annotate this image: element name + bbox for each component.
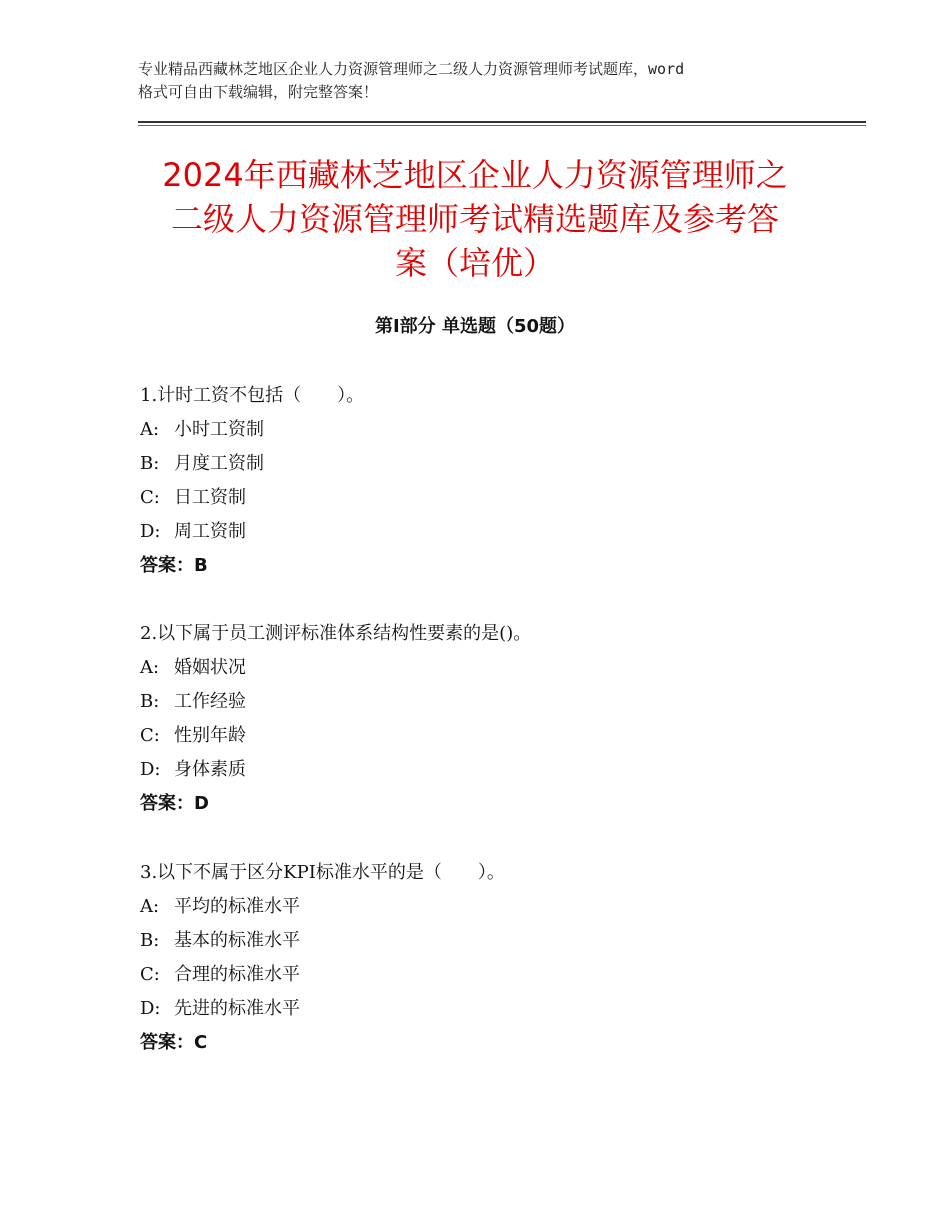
option-text: 周工资制 [174, 521, 246, 542]
option-text: 日工资制 [174, 487, 246, 508]
option-key: B: [140, 930, 160, 951]
option-key: D: [140, 998, 161, 1019]
answer-option [140, 515, 840, 549]
correct-answer: 答案：D [140, 793, 209, 814]
answer-option [140, 958, 840, 992]
question-stem: 1.计时工资不包括（ ）。 [140, 385, 365, 406]
answer-option [140, 992, 840, 1026]
option-text: 基本的标准水平 [174, 930, 300, 951]
header-note-line: 专业精品西藏林芝地区企业人力资源管理师之二级人力资源管理师考试题库，word [138, 60, 685, 78]
option-key: C: [140, 964, 160, 985]
option-text: 小时工资制 [174, 419, 264, 440]
answer-option [140, 447, 840, 481]
answer-option [140, 481, 840, 515]
option-key: B: [140, 453, 160, 474]
option-key: C: [140, 725, 160, 746]
correct-answer: 答案：C [140, 1032, 208, 1053]
option-text: 婚姻状况 [174, 657, 246, 678]
header-note [138, 58, 828, 104]
answer-option [140, 685, 840, 719]
option-text: 合理的标准水平 [174, 964, 300, 985]
option-text: 月度工资制 [174, 453, 264, 474]
option-key: D: [140, 521, 161, 542]
question-item [140, 856, 840, 1060]
question-item [140, 379, 840, 583]
header-note-line: 格式可自由下载编辑，附完整答案！ [138, 83, 379, 101]
answer-option [140, 890, 840, 924]
option-text: 平均的标准水平 [174, 896, 300, 917]
document-title-line: 2024年西藏林芝地区企业人力资源管理师之 [162, 156, 788, 194]
option-key: C: [140, 487, 160, 508]
answer-option [140, 924, 840, 958]
option-key: A: [140, 896, 160, 917]
answer-option [140, 719, 840, 753]
section-title: 第Ⅰ部分 单选题（50题） [374, 316, 575, 337]
question-stem: 2.以下属于员工测评标准体系结构性要素的是()。 [140, 623, 532, 644]
option-text: 性别年龄 [174, 725, 246, 746]
option-text: 先进的标准水平 [174, 998, 300, 1019]
option-key: A: [140, 657, 160, 678]
question-item [140, 617, 840, 821]
option-text: 工作经验 [174, 691, 246, 712]
option-key: D: [140, 759, 161, 780]
answer-option [140, 413, 840, 447]
document-title-line: 二级人力资源管理师考试精选题库及参考答 [170, 200, 779, 238]
answer-option [140, 651, 840, 685]
question-stem: 3.以下不属于区分KPI标准水平的是（ ）。 [140, 862, 505, 883]
answer-option [140, 753, 840, 787]
header-divider-thin [138, 125, 866, 126]
option-text: 身体素质 [174, 759, 246, 780]
document-title-line: 案（培优） [394, 244, 555, 282]
document-title [120, 153, 830, 285]
header-divider [138, 121, 866, 123]
correct-answer: 答案：B [140, 555, 208, 576]
option-key: B: [140, 691, 160, 712]
option-key: A: [140, 419, 160, 440]
